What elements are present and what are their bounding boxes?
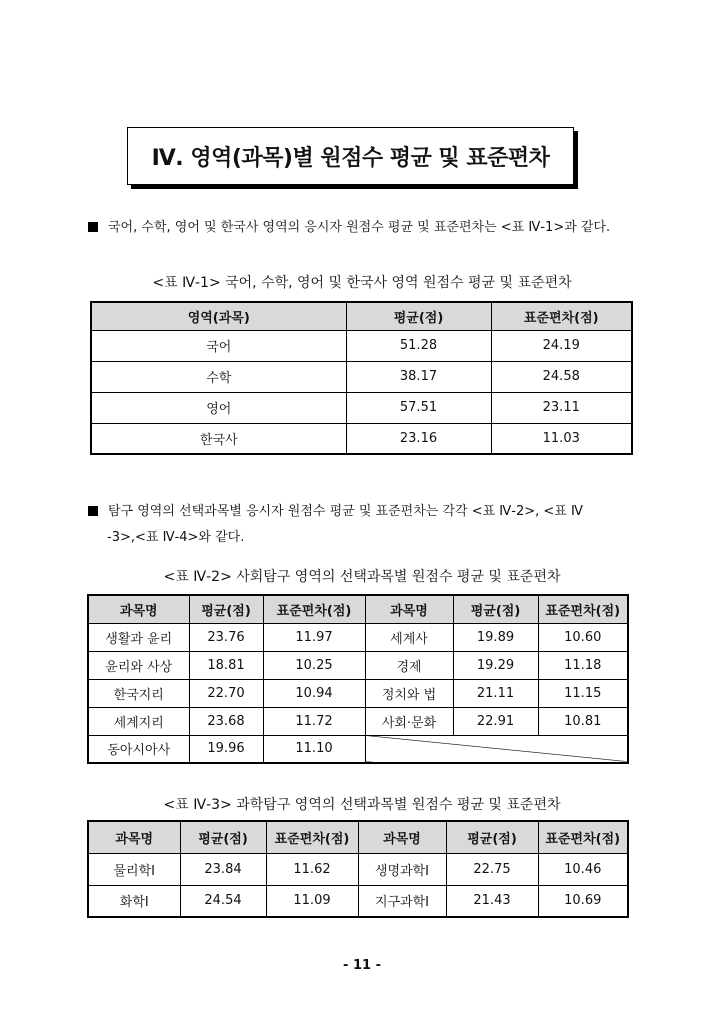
table1: [90, 301, 633, 455]
table3-header-cell: 과목명: [88, 821, 180, 853]
table-cell: 10.46: [538, 853, 628, 885]
table-cell: 생명과학Ⅰ: [358, 853, 446, 885]
table-row: [91, 423, 632, 454]
table1-header-cell: 영역(과목): [91, 302, 346, 330]
table-cell: 동아시아사: [88, 735, 189, 763]
table-cell: 지구과학Ⅰ: [358, 885, 446, 917]
table-cell: 11.18: [538, 651, 628, 679]
table-row: [88, 651, 628, 679]
table2-header-cell: 평균(점): [189, 595, 263, 623]
intro-paragraph-2-cont: -3>,<표 Ⅳ-4>와 같다.: [107, 530, 245, 545]
table-cell: 18.81: [189, 651, 263, 679]
table-row: [88, 679, 628, 707]
table-cell: 경제: [365, 651, 453, 679]
table-cell: 10.25: [263, 651, 365, 679]
table-row: [88, 885, 628, 917]
table-cell: 11.15: [538, 679, 628, 707]
table-cell: 23.76: [189, 623, 263, 651]
table-cell: 57.51: [346, 392, 491, 423]
table-cell: 한국사: [91, 423, 346, 454]
table-cell: 11.97: [263, 623, 365, 651]
table2-header-cell: 평균(점): [453, 595, 538, 623]
table-row: [91, 392, 632, 423]
intro-paragraph-2: [88, 500, 583, 524]
section-title-text: Ⅳ. 영역(과목)별 원점수 평균 및 표준편차: [151, 145, 550, 171]
table-row: [88, 735, 628, 763]
bullet-square-icon: [88, 506, 98, 516]
table3-caption: <표 Ⅳ-3> 과학탐구 영역의 선택과목별 원점수 평균 및 표준편차: [163, 797, 561, 813]
table-cell: 22.70: [189, 679, 263, 707]
table-cell: 19.29: [453, 651, 538, 679]
table-cell: 21.43: [446, 885, 538, 917]
intro-text-1: 국어, 수학, 영어 및 한국사 영역의 응시자 원점수 평균 및 표준편차는 <표 Ⅳ-1>과 같다.: [108, 220, 611, 235]
table-row: [88, 707, 628, 735]
table-row: [91, 361, 632, 392]
table-cell: 24.54: [180, 885, 266, 917]
table3-header-cell: 표준편차(점): [266, 821, 358, 853]
bullet-square-icon: [88, 222, 98, 232]
table-cell: 23.16: [346, 423, 491, 454]
table-cell: 물리학Ⅰ: [88, 853, 180, 885]
table1-header-cell: 평균(점): [346, 302, 491, 330]
table-cell: 19.96: [189, 735, 263, 763]
table-cell: 국어: [91, 330, 346, 361]
table3-header-cell: 평균(점): [446, 821, 538, 853]
table-cell: 11.09: [266, 885, 358, 917]
table-cell: 11.03: [491, 423, 632, 454]
table-cell: 정치와 법: [365, 679, 453, 707]
table2-header-row: [88, 595, 628, 623]
table1-header-cell: 표준편차(점): [491, 302, 632, 330]
table-cell: 10.60: [538, 623, 628, 651]
table-cell: 23.11: [491, 392, 632, 423]
table-cell: 23.68: [189, 707, 263, 735]
table-cell: 19.89: [453, 623, 538, 651]
table-cell: 세계지리: [88, 707, 189, 735]
table-cell: 10.69: [538, 885, 628, 917]
table-cell: 23.84: [180, 853, 266, 885]
table-cell: 수학: [91, 361, 346, 392]
table1-caption: <표 Ⅳ-1> 국어, 수학, 영어 및 한국사 영역 원점수 평균 및 표준편차: [152, 275, 572, 291]
table3: [87, 820, 629, 918]
table-cell: 22.75: [446, 853, 538, 885]
table-cell: 51.28: [346, 330, 491, 361]
table-cell: 화학Ⅰ: [88, 885, 180, 917]
table-cell: 24.58: [491, 361, 632, 392]
table3-header-cell: 과목명: [358, 821, 446, 853]
table-cell: 세계사: [365, 623, 453, 651]
table1-header-row: [91, 302, 632, 330]
table2-header-cell: 과목명: [365, 595, 453, 623]
intro-text-2a: 탐구 영역의 선택과목별 응시자 원점수 평균 및 표준편차는 각각 <표 Ⅳ-2>, <표 Ⅳ: [108, 504, 583, 519]
table-cell: 생활과 윤리: [88, 623, 189, 651]
table-cell: 21.11: [453, 679, 538, 707]
table-row: [88, 623, 628, 651]
table2-header-cell: 과목명: [88, 595, 189, 623]
page-number: - 11 -: [343, 958, 381, 973]
table3-header-row: [88, 821, 628, 853]
table-cell: 22.91: [453, 707, 538, 735]
table3-header-cell: 표준편차(점): [538, 821, 628, 853]
empty-diagonal-cell: [365, 735, 628, 763]
table-cell: 11.72: [263, 707, 365, 735]
table-row: [91, 330, 632, 361]
table-cell: 영어: [91, 392, 346, 423]
table-cell: 24.19: [491, 330, 632, 361]
table3-header-cell: 평균(점): [180, 821, 266, 853]
table2-header-cell: 표준편차(점): [263, 595, 365, 623]
table-cell: 11.62: [266, 853, 358, 885]
table-cell: 사회·문화: [365, 707, 453, 735]
table2-caption: <표 Ⅳ-2> 사회탐구 영역의 선택과목별 원점수 평균 및 표준편차: [163, 569, 561, 585]
section-title: [127, 127, 574, 185]
table-cell: 윤리와 사상: [88, 651, 189, 679]
table2: [87, 594, 629, 764]
table-row: [88, 853, 628, 885]
table-cell: 11.10: [263, 735, 365, 763]
table-cell: 10.94: [263, 679, 365, 707]
table-cell: 한국지리: [88, 679, 189, 707]
table-cell: 38.17: [346, 361, 491, 392]
table2-header-cell: 표준편차(점): [538, 595, 628, 623]
intro-paragraph-1: [88, 216, 610, 240]
table-cell: 10.81: [538, 707, 628, 735]
